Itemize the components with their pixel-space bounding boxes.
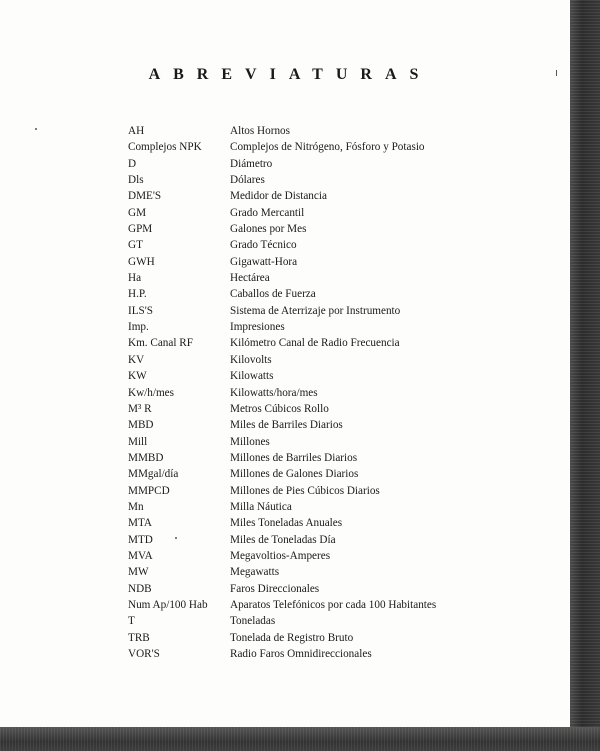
abbreviation-row	[128, 450, 458, 466]
abbreviation-term: MMPCD	[128, 484, 170, 497]
abbreviation-term: H.P.	[128, 288, 147, 301]
abbreviation-row	[128, 335, 458, 351]
abbreviation-row	[128, 270, 458, 286]
abbreviation-row	[128, 319, 458, 335]
scan-edge-right	[570, 0, 600, 751]
abbreviation-meaning: Kilovolts	[230, 353, 272, 366]
abbreviation-term: MTA	[128, 517, 152, 530]
abbreviation-meaning: Impresiones	[230, 321, 285, 334]
abbreviation-row	[128, 205, 458, 221]
abbreviation-meaning: Sistema de Aterrizaje por Instrumento	[230, 304, 401, 317]
abbreviation-list	[128, 123, 458, 662]
abbreviation-term: KV	[128, 353, 145, 366]
abbreviation-meaning: Kilómetro Canal de Radio Frecuencia	[230, 337, 400, 350]
abbreviation-term: NDB	[128, 582, 152, 595]
abbreviation-row	[128, 237, 458, 253]
abbreviation-term: Imp.	[128, 321, 149, 334]
abbreviation-term: KW	[128, 370, 147, 383]
abbreviation-row	[128, 466, 458, 482]
abbreviation-meaning: Medidor de Distancia	[230, 190, 327, 203]
abbreviation-row	[128, 123, 458, 139]
abbreviation-meaning: Millones de Barriles Diarios	[230, 451, 358, 464]
abbreviation-row	[128, 303, 458, 319]
abbreviation-row	[128, 532, 458, 548]
abbreviation-meaning: Kilowatts	[230, 370, 274, 383]
abbreviation-meaning: Faros Direccionales	[230, 582, 320, 595]
abbreviation-meaning: Miles de Barriles Diarios	[230, 419, 343, 432]
abbreviation-row	[128, 221, 458, 237]
abbreviation-meaning: Grado Mercantil	[230, 206, 305, 219]
abbreviation-meaning: Radio Faros Omnidireccionales	[230, 648, 372, 660]
abbreviation-row	[128, 286, 458, 302]
abbreviation-meaning: Kilowatts/hora/mes	[230, 386, 318, 399]
abbreviation-meaning: Millones	[230, 435, 270, 448]
abbreviation-term: GWH	[128, 255, 155, 268]
abbreviation-meaning: Caballos de Fuerza	[230, 288, 316, 301]
abbreviation-row	[128, 401, 458, 417]
abbreviation-meaning: Galones por Mes	[230, 223, 307, 236]
abbreviation-term: MMBD	[128, 451, 164, 464]
abbreviation-row	[128, 515, 458, 531]
abbreviation-row	[128, 630, 458, 646]
abbreviation-meaning: Dólares	[230, 174, 265, 187]
scan-speck	[35, 128, 37, 130]
scan-speck	[556, 70, 557, 76]
abbreviation-term: Kw/h/mes	[128, 386, 174, 399]
abbreviation-row	[128, 385, 458, 401]
abbreviation-row	[128, 254, 458, 270]
abbreviation-term: AH	[128, 125, 145, 137]
abbreviation-term: GM	[128, 206, 147, 219]
abbreviation-row	[128, 483, 458, 499]
abbreviation-meaning: Altos Hornos	[230, 125, 290, 137]
abbreviation-row	[128, 188, 458, 204]
abbreviation-term: ILS'S	[128, 304, 154, 317]
abbreviation-row	[128, 646, 458, 662]
abbreviation-meaning: Millones de Galones Diarios	[230, 468, 359, 481]
abbreviation-meaning: Grado Técnico	[230, 239, 297, 252]
abbreviation-term: Num Ap/100 Hab	[128, 598, 208, 611]
abbreviation-term: VOR'S	[128, 648, 160, 660]
abbreviation-term: TRB	[128, 631, 150, 644]
abbreviation-meaning: Megavoltios-Amperes	[230, 549, 331, 562]
abbreviation-row	[128, 597, 458, 613]
abbreviation-row	[128, 548, 458, 564]
abbreviation-meaning: Metros Cúbicos Rollo	[230, 402, 329, 415]
abbreviation-meaning: Millones de Pies Cúbicos Diarios	[230, 484, 380, 497]
abbreviation-meaning: Milla Náutica	[230, 500, 292, 513]
abbreviation-row	[128, 417, 458, 433]
abbreviation-meaning: Toneladas	[230, 615, 276, 628]
abbreviation-row	[128, 368, 458, 384]
scan-speck	[175, 537, 177, 539]
abbreviation-term: Ha	[128, 272, 142, 285]
abbreviation-term: M³ R	[128, 402, 152, 415]
abbreviation-term: GT	[128, 239, 143, 252]
abbreviation-meaning: Megawatts	[230, 566, 280, 579]
abbreviation-term: Mill	[128, 435, 148, 448]
abbreviation-term: D	[128, 157, 137, 170]
abbreviation-meaning: Hectárea	[230, 272, 270, 285]
abbreviation-row	[128, 499, 458, 515]
abbreviation-term: MTD	[128, 533, 153, 546]
abbreviation-row	[128, 613, 458, 629]
abbreviation-meaning: Aparatos Telefónicos por cada 100 Habitantes	[230, 598, 437, 611]
abbreviation-meaning: Miles Toneladas Anuales	[230, 517, 343, 530]
abbreviation-term: MW	[128, 566, 149, 579]
abbreviation-term: Km. Canal RF	[128, 337, 193, 350]
abbreviation-term: MMgal/día	[128, 468, 179, 481]
abbreviation-row	[128, 139, 458, 155]
abbreviation-term: MBD	[128, 419, 154, 432]
abbreviation-row	[128, 434, 458, 450]
abbreviation-row	[128, 581, 458, 597]
abbreviation-meaning: Miles de Toneladas Día	[230, 533, 336, 546]
abbreviation-meaning: Diámetro	[230, 157, 273, 170]
abbreviation-term: MVA	[128, 549, 153, 562]
abbreviation-term: GPM	[128, 223, 153, 236]
abbreviation-row	[128, 564, 458, 580]
abbreviation-term: Mn	[128, 500, 144, 513]
abbreviation-term: Complejos NPK	[128, 141, 202, 154]
abbreviation-meaning: Complejos de Nitrógeno, Fósforo y Potasio	[230, 141, 425, 154]
abbreviation-row	[128, 172, 458, 188]
abbreviation-meaning: Tonelada de Registro Bruto	[230, 631, 354, 644]
abbreviation-meaning: Gigawatt-Hora	[230, 255, 298, 268]
abbreviation-term: Dls	[128, 174, 144, 187]
abbreviation-row	[128, 156, 458, 172]
abbreviation-term: T	[128, 615, 135, 628]
abbreviation-term: DME'S	[128, 190, 162, 203]
page-title: ABREVIATURAS	[148, 66, 432, 83]
abbreviation-row	[128, 352, 458, 368]
scan-edge-bottom	[0, 727, 600, 751]
